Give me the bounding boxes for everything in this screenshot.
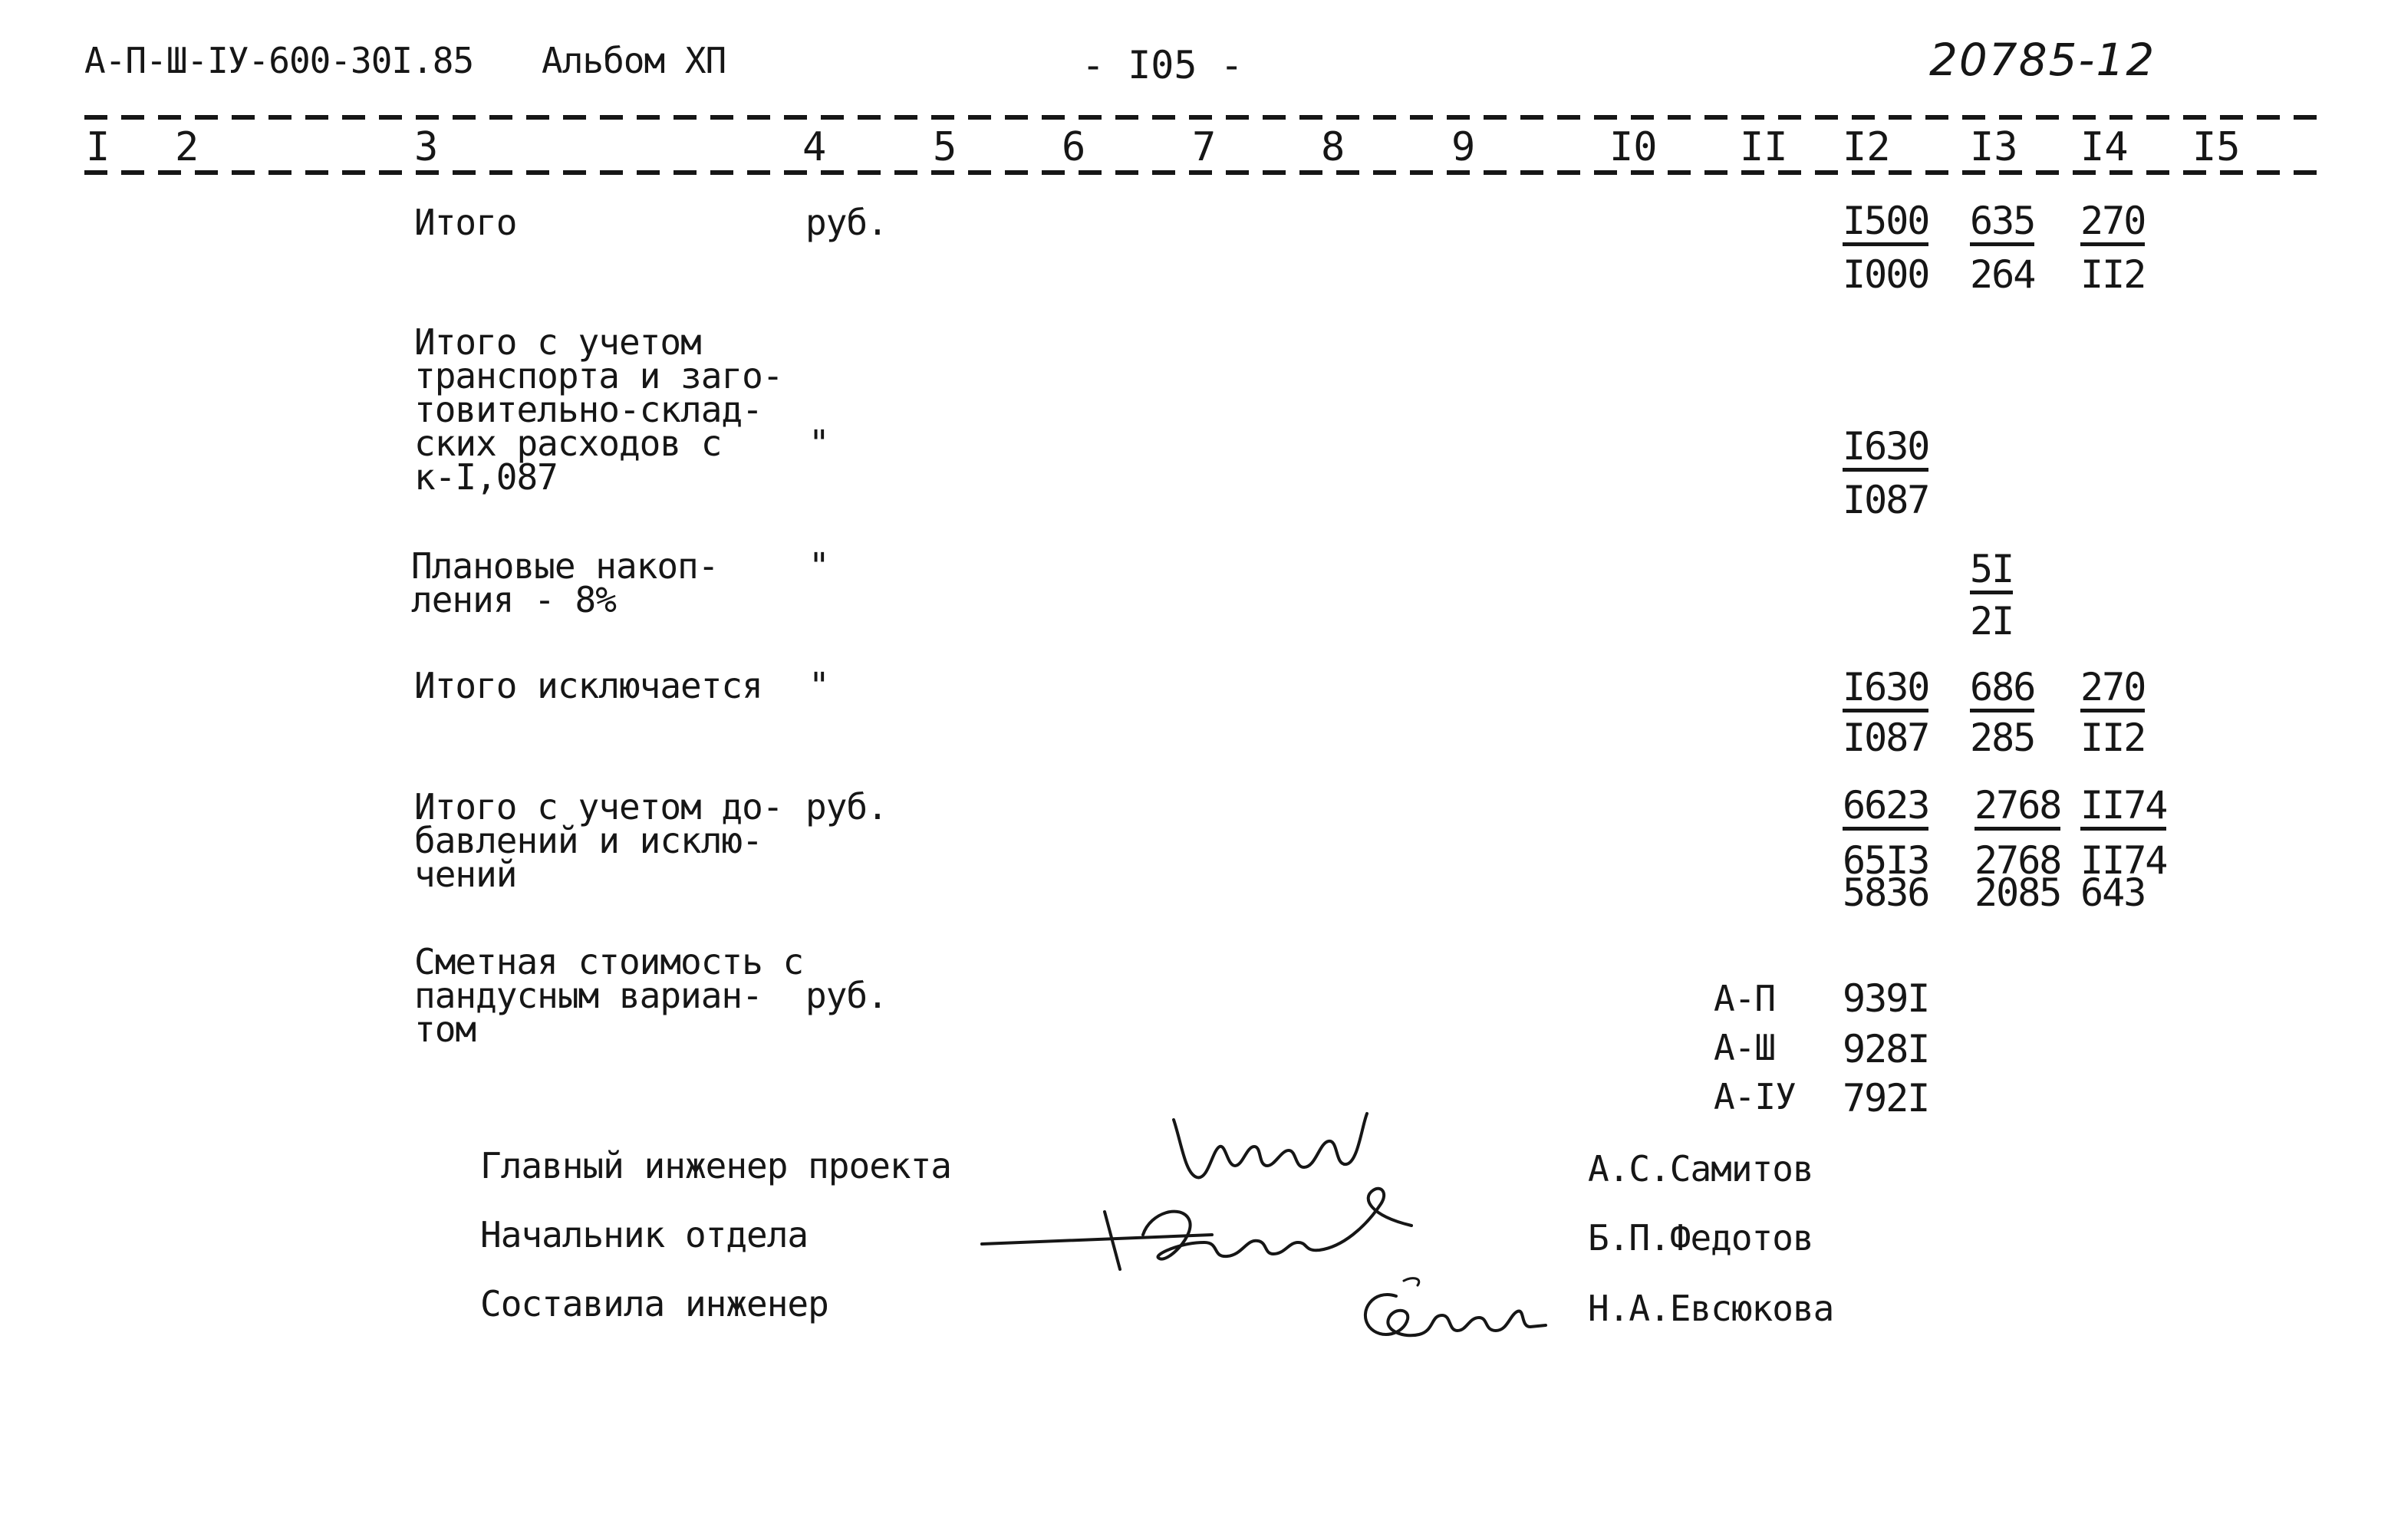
column-number: I2 xyxy=(1843,124,1891,170)
document-number: 20785-12 xyxy=(1929,34,2156,86)
signature-mark-evsyukova xyxy=(1350,1273,1550,1350)
variant-name: А-IУ xyxy=(1714,1076,1796,1117)
column-number: 5 xyxy=(933,124,957,170)
variant-name: А-Ш xyxy=(1714,1027,1776,1068)
cell-col14-line1: II74 xyxy=(2080,785,2166,831)
cell-col13-bottom: 285 xyxy=(1970,716,2035,760)
row-label-line: к-I,087 xyxy=(414,456,558,498)
row-label-line: Итого xyxy=(414,202,517,243)
column-number: I3 xyxy=(1970,124,2018,170)
row-label-line: Итого с учетом xyxy=(414,321,701,363)
cell-col12-line1: 6623 xyxy=(1843,785,1928,831)
row-label-line: транспорта и заго- xyxy=(414,355,783,397)
row-label-line: том xyxy=(414,1009,476,1050)
cell-col14-top: 270 xyxy=(2080,201,2145,246)
cell-col13-bottom: 2I xyxy=(1970,599,2014,643)
cell-col14-bottom: II2 xyxy=(2080,716,2146,760)
signature-mark-fedotov xyxy=(982,1181,1442,1281)
row-label-line: Итого исключается xyxy=(414,665,762,706)
cell-col13-bottom: 264 xyxy=(1970,252,2035,297)
signature-role: Составила инженер xyxy=(480,1283,828,1324)
document-code: А-П-Ш-IУ-600-30I.85 xyxy=(84,40,474,81)
row-label-line: Итого с учетом до- xyxy=(414,786,783,828)
column-number: 2 xyxy=(175,124,199,170)
row-label-line: Сметная стоимость с xyxy=(414,941,804,982)
cell-col14-top: 270 xyxy=(2080,667,2145,712)
column-number: 4 xyxy=(802,124,827,170)
row-unit: " xyxy=(809,423,829,464)
row-label-line: чений xyxy=(414,854,517,895)
row-unit: " xyxy=(809,545,829,587)
column-number: 7 xyxy=(1192,124,1217,170)
row-unit: " xyxy=(809,665,829,706)
cell-col14-line3: 643 xyxy=(2080,870,2146,915)
variant-value: 792I xyxy=(1843,1076,1929,1120)
cell-col13-line3: 2085 xyxy=(1974,870,2061,915)
signature-name: Б.П.Федотов xyxy=(1588,1217,1813,1259)
column-number: 6 xyxy=(1062,124,1086,170)
signature-role: Начальник отдела xyxy=(480,1214,809,1255)
cell-col12-line3: 5836 xyxy=(1843,870,1929,915)
cell-col12-bottom: I087 xyxy=(1843,478,1929,522)
row-label-line: бавлений и исклю- xyxy=(414,820,762,861)
cell-col13-top: 5I xyxy=(1970,549,2013,594)
column-number: 3 xyxy=(414,124,439,170)
cell-col13-top: 686 xyxy=(1970,667,2034,712)
page-number: - I05 - xyxy=(1082,43,1243,87)
cell-col12-top: I500 xyxy=(1843,201,1928,246)
row-unit: руб. xyxy=(805,786,888,828)
cell-col13-top: 635 xyxy=(1970,201,2034,246)
cell-col12-line2: 65I3 xyxy=(1843,838,1929,883)
cell-col12-top: I630 xyxy=(1843,667,1928,712)
column-number: I4 xyxy=(2080,124,2129,170)
cell-col12-bottom: I087 xyxy=(1843,716,1929,760)
row-label-line: ления - 8% xyxy=(411,579,616,620)
header-dashed-line-bottom xyxy=(84,170,2324,175)
column-number: I5 xyxy=(2192,124,2241,170)
header-dashed-line-top xyxy=(84,115,2324,120)
variant-name: А-П xyxy=(1714,978,1776,1019)
cell-col14-line2: II74 xyxy=(2080,838,2167,883)
cell-col13-line1: 2768 xyxy=(1974,785,2060,831)
cell-col13-line2: 2768 xyxy=(1974,838,2061,883)
column-number: I xyxy=(86,124,110,170)
variant-value: 939I xyxy=(1843,976,1929,1021)
signature-name: Н.А.Евсюкова xyxy=(1588,1288,1834,1329)
row-label-line: товительно-склад- xyxy=(414,389,762,430)
column-number: II xyxy=(1740,124,1788,170)
cell-col14-bottom: II2 xyxy=(2080,252,2146,297)
cell-col12-bottom: I000 xyxy=(1843,252,1929,297)
row-unit: руб. xyxy=(805,202,888,243)
album-label: Альбом XП xyxy=(542,40,726,81)
signature-role: Главный инженер проекта xyxy=(480,1145,951,1186)
row-label-line: Плановые накоп- xyxy=(411,545,719,587)
signature-name: А.С.Самитов xyxy=(1588,1148,1813,1190)
column-number: 9 xyxy=(1451,124,1476,170)
variant-value: 928I xyxy=(1843,1027,1929,1071)
row-label-line: пандусным вариан- xyxy=(414,975,762,1016)
column-number: I0 xyxy=(1609,124,1658,170)
row-unit: руб. xyxy=(805,975,888,1016)
column-number: 8 xyxy=(1321,124,1345,170)
cell-col12-top: I630 xyxy=(1843,426,1928,472)
row-label-line: ских расходов с xyxy=(414,423,722,464)
